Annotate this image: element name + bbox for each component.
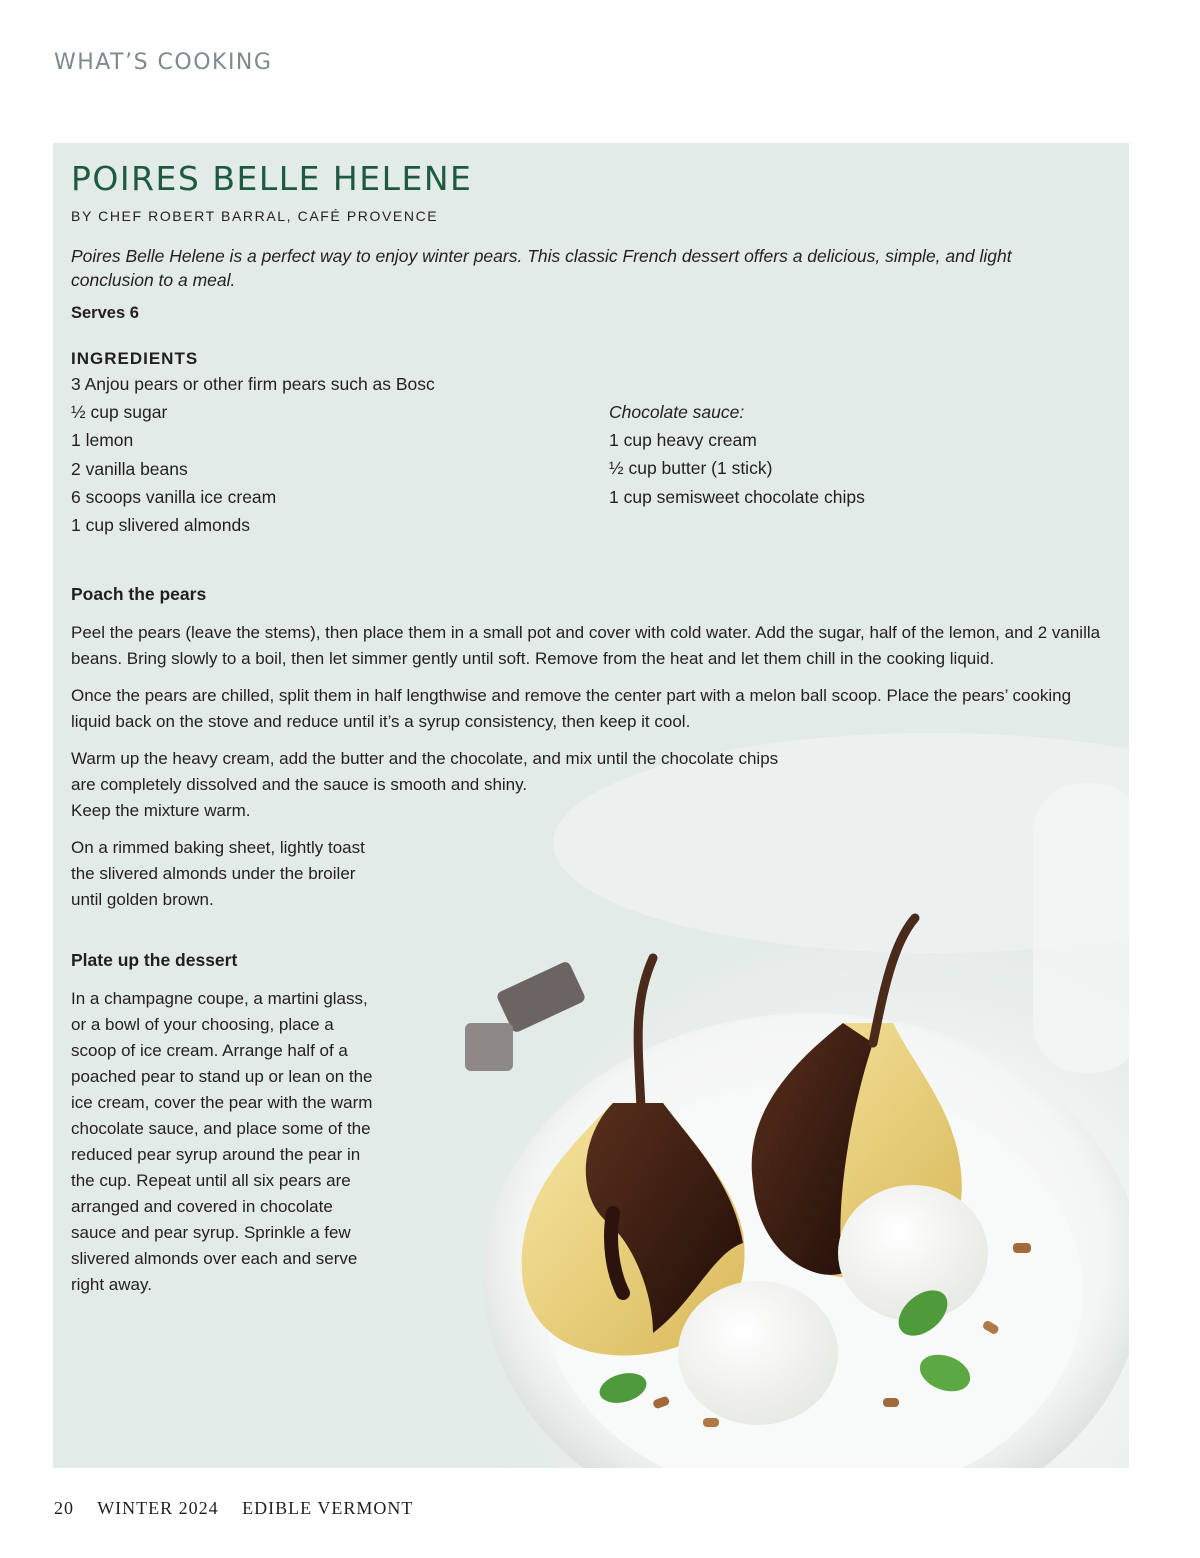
- ingredients-list: [71, 372, 435, 541]
- step-heading-plate: Plate up the dessert: [71, 950, 238, 970]
- issue-label: WINTER 2024: [97, 1498, 219, 1518]
- step-paragraph: In a champagne coupe, a martini glass, or a bowl of your choosing, place a scoop of ice cream. Arrange half of a poached pear to stand up or lean on the ice cream, cover the pear with the warm chocolate sauce, and place some of the reduced pear syrup around the pear in the cup. Repeat until all six pears are arranged and covered in chocolate sauce and pear syrup. Sprinkle a few slivered almonds over each and serve right away.: [71, 989, 373, 1294]
- step-line: are completely dissolved and the sauce is smooth and shiny.: [71, 775, 528, 794]
- ingredient-item: ½ cup butter (1 stick): [609, 458, 773, 479]
- serves-count: Serves 6: [71, 304, 139, 322]
- ingredient-item: 3 Anjou pears or other firm pears such as Bosc: [71, 374, 435, 394]
- recipe-panel: [53, 143, 1129, 1468]
- step-line: Warm up the heavy cream, add the butter and the chocolate, and mix until the chocolate chips: [71, 749, 779, 768]
- ingredients-heading: INGREDIENTS: [71, 349, 199, 368]
- step-paragraph: Once the pears are chilled, split them in half lengthwise and remove the center part with a melon ball scoop. Place the pears’ cooking liquid back on the stove and reduce until it’s a syrup consistency, then keep it cool.: [71, 686, 1072, 731]
- ingredient-item: 1 cup slivered almonds: [71, 514, 250, 535]
- step-paragraph: [71, 746, 778, 824]
- recipe-byline: BY CHEF ROBERT BARRAL, CAFÉ PROVENCE: [71, 208, 439, 224]
- page-number: 20: [54, 1498, 74, 1518]
- sauce-ingredients-list: [609, 400, 865, 513]
- step-heading-poach: Poach the pears: [71, 584, 207, 604]
- step-paragraph: Peel the pears (leave the stems), then place them in a small pot and cover with cold water. Add the sugar, half of the lemon, and 2 vanilla beans. Bring slowly to a boil, then let simmer gently until soft. Remove from the heat and let them chill in the cooking liquid.: [71, 623, 1101, 668]
- ingredient-item: 1 lemon: [71, 430, 134, 451]
- ingredient-item: 6 scoops vanilla ice cream: [71, 486, 277, 507]
- ingredient-item: 1 cup semisweet chocolate chips: [609, 486, 865, 507]
- sauce-heading: Chocolate sauce:: [609, 402, 745, 422]
- ingredient-item: 1 cup heavy cream: [609, 430, 757, 451]
- recipe-title: POIRES BELLE HELENE: [71, 159, 473, 198]
- page-footer: [54, 1498, 431, 1519]
- publication-name: EDIBLE VERMONT: [242, 1498, 414, 1518]
- recipe-intro: Poires Belle Helene is a perfect way to enjoy winter pears. This classic French dessert offers a delicious, simple, and light conclusion to a meal.: [71, 246, 1012, 290]
- ingredient-item: 2 vanilla beans: [71, 458, 188, 479]
- step-paragraph: On a rimmed baking sheet, lightly toast the slivered almonds under the broiler until golden brown.: [71, 838, 365, 909]
- step-line: Keep the mixture warm.: [71, 801, 251, 820]
- ingredient-item: ½ cup sugar: [71, 402, 168, 423]
- section-label: WHAT’S COOKING: [54, 50, 273, 75]
